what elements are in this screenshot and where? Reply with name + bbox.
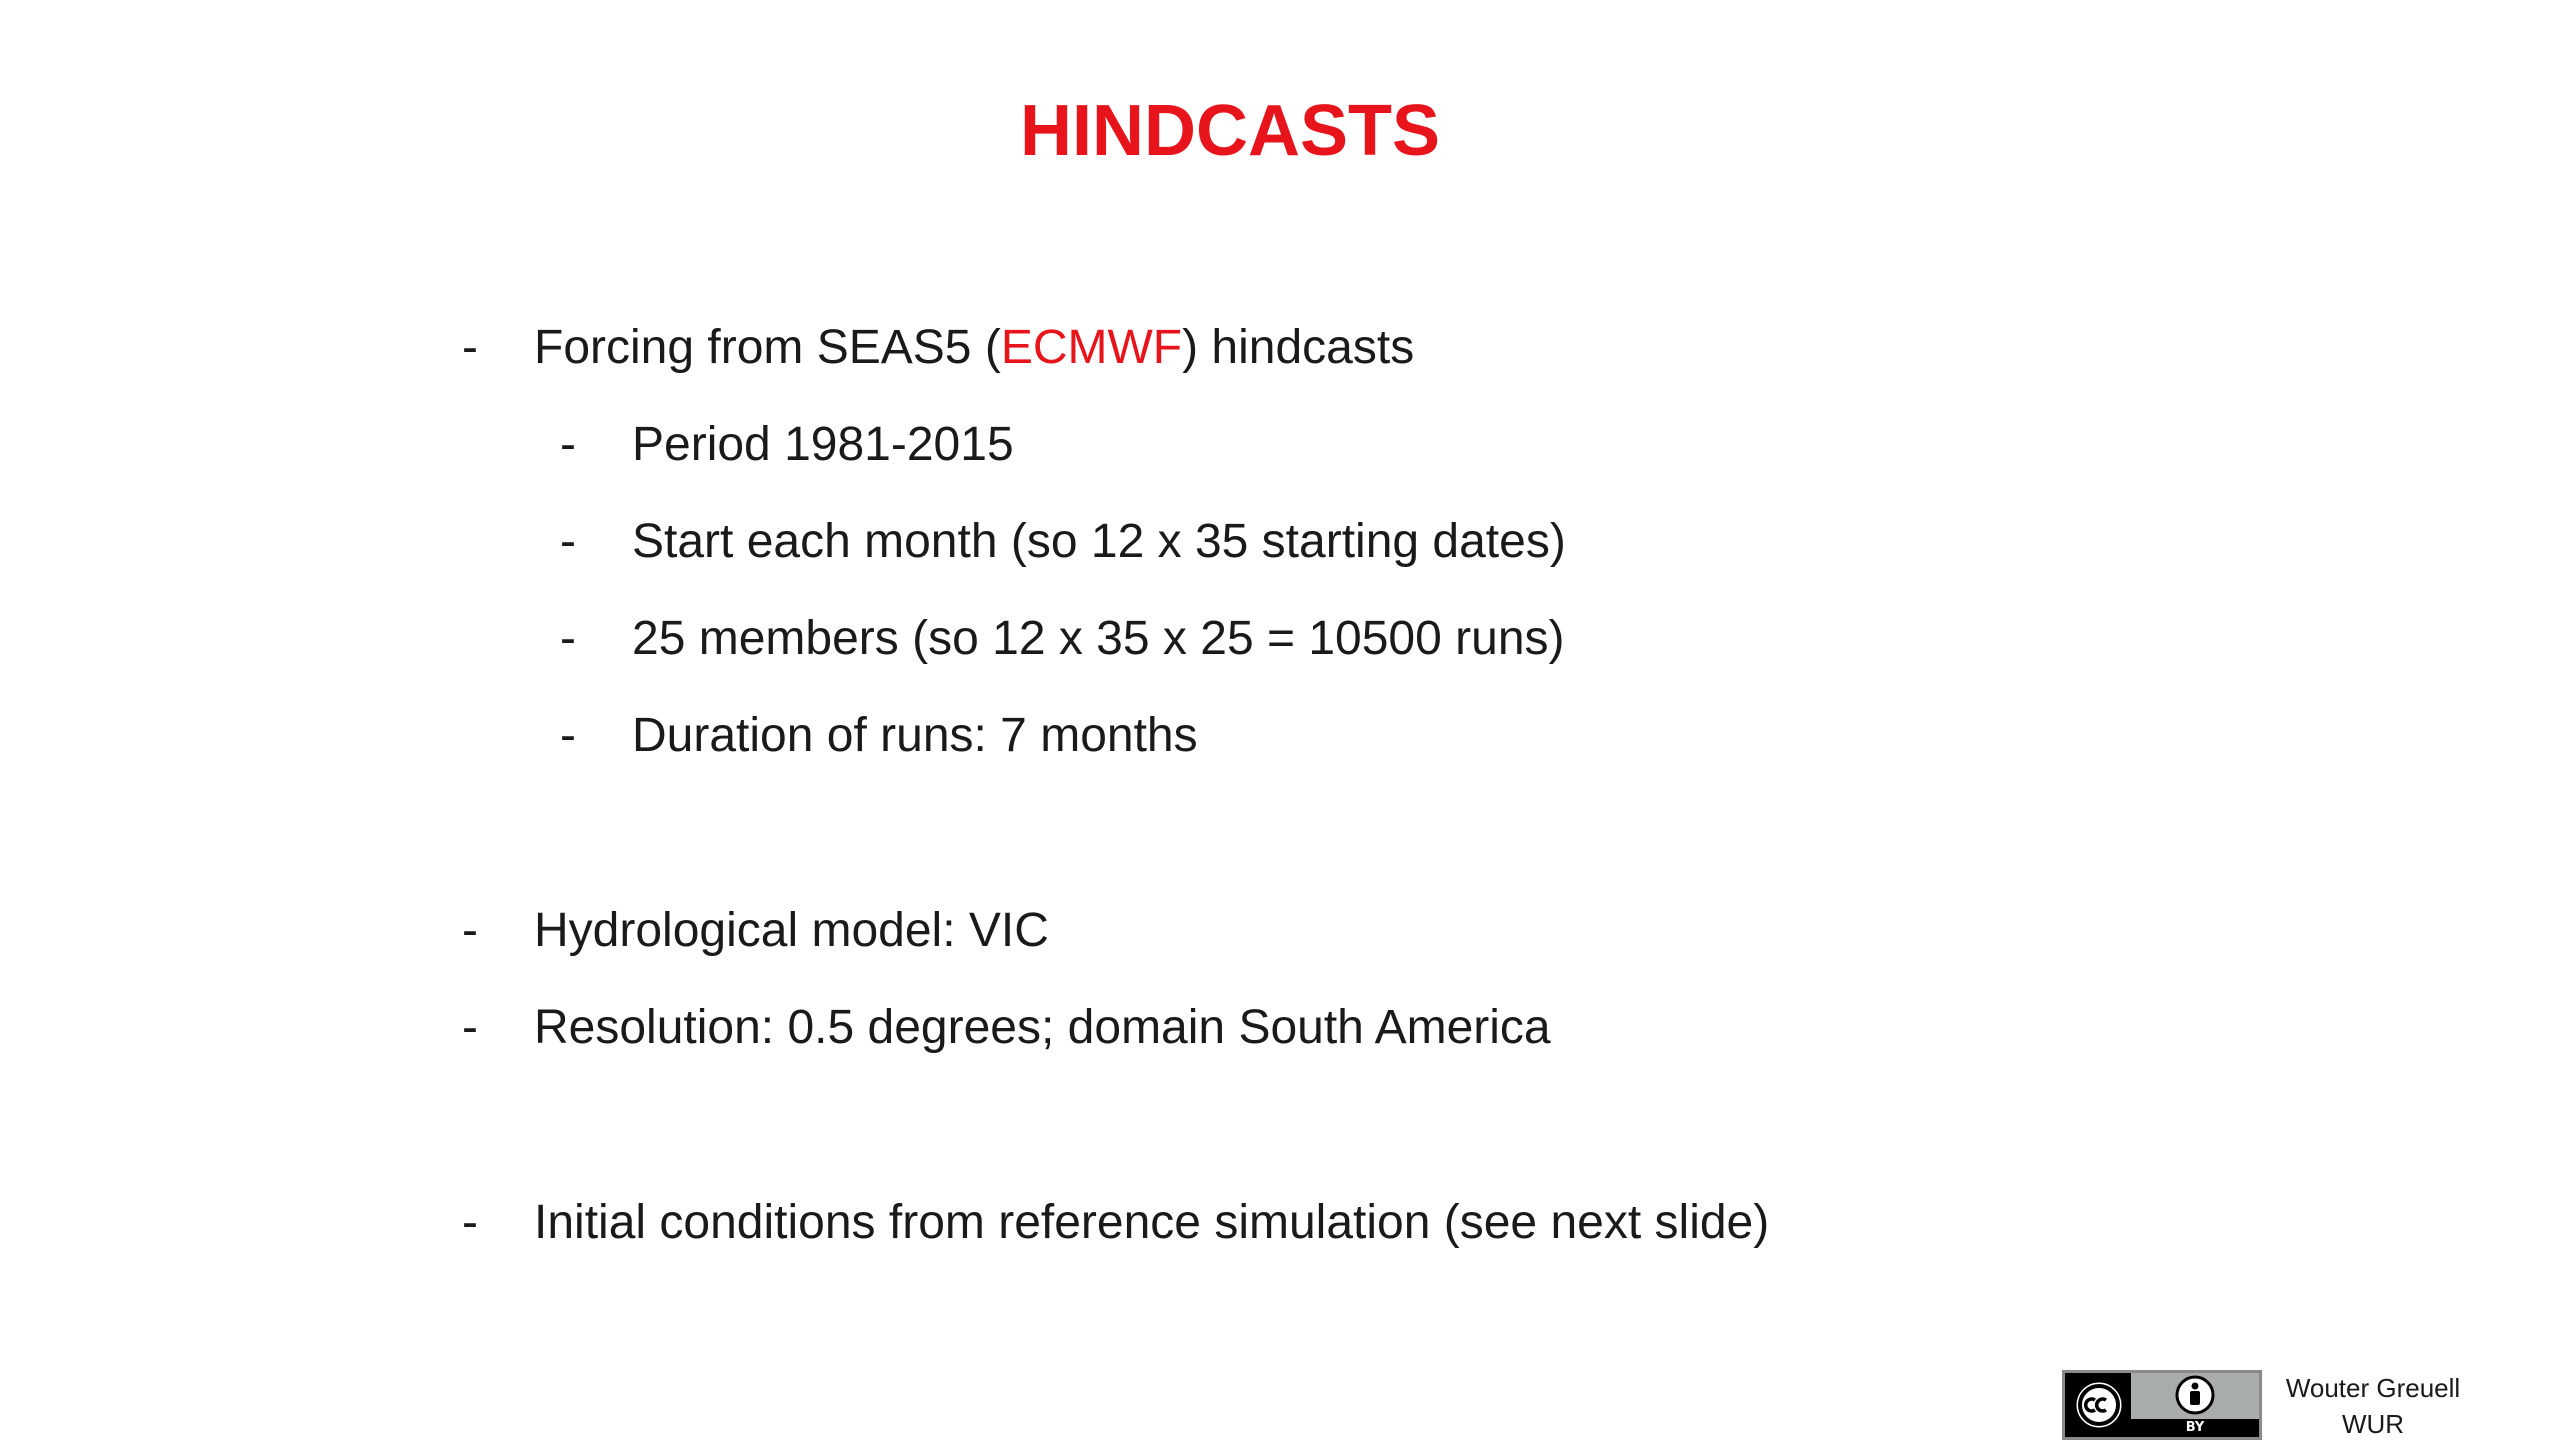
- sub-bullet-text: 25 members (so 12 x 35 x 25 = 10500 runs): [632, 612, 1565, 665]
- bullet-resolution: [462, 998, 1551, 1058]
- bullet-forcing: [462, 318, 1415, 378]
- bullet-text-before: Forcing from SEAS5 (: [534, 321, 1001, 374]
- bullet-highlight-ecmwf: ECMWF: [1000, 321, 1183, 374]
- cc-by-license-badge: [2062, 1370, 2262, 1440]
- cc-icon: [2065, 1373, 2131, 1437]
- bullet-initial-conditions: [462, 1193, 1770, 1253]
- sub-bullet-start: [560, 512, 1566, 572]
- bullet-dash: -: [462, 321, 478, 374]
- author-credit: [2248, 1370, 2498, 1440]
- bullet-dash: -: [462, 1196, 478, 1249]
- sub-bullet-text: Period 1981-2015: [632, 418, 1014, 471]
- bullet-text: Hydrological model: VIC: [534, 904, 1049, 957]
- sub-bullet-members: [560, 609, 1565, 669]
- author-organization: WUR: [2341, 1409, 2405, 1439]
- cc-by-label: BY: [2131, 1419, 2259, 1437]
- sub-bullet-dash: -: [560, 515, 576, 568]
- bullet-text-after: ) hindcasts: [1182, 321, 1415, 374]
- author-name: Wouter Greuell: [2285, 1373, 2461, 1403]
- sub-bullet-dash: -: [560, 709, 576, 762]
- bullet-text: Initial conditions from reference simulation (see next slide): [534, 1196, 1770, 1249]
- sub-bullet-text: Start each month (so 12 x 35 starting dates): [632, 515, 1566, 568]
- sub-bullet-dash: -: [560, 418, 576, 471]
- sub-bullet-duration: [560, 706, 1198, 766]
- bullet-dash: -: [462, 904, 478, 957]
- sub-bullet-period: [560, 415, 1014, 475]
- bullet-dash: -: [462, 1001, 478, 1054]
- sub-bullet-text: Duration of runs: 7 months: [632, 709, 1198, 762]
- slide-title: HINDCASTS: [1019, 91, 1440, 171]
- bullet-text: Resolution: 0.5 degrees; domain South America: [534, 1001, 1551, 1054]
- sub-bullet-dash: -: [560, 612, 576, 665]
- bullet-hydrological-model: [462, 901, 1049, 961]
